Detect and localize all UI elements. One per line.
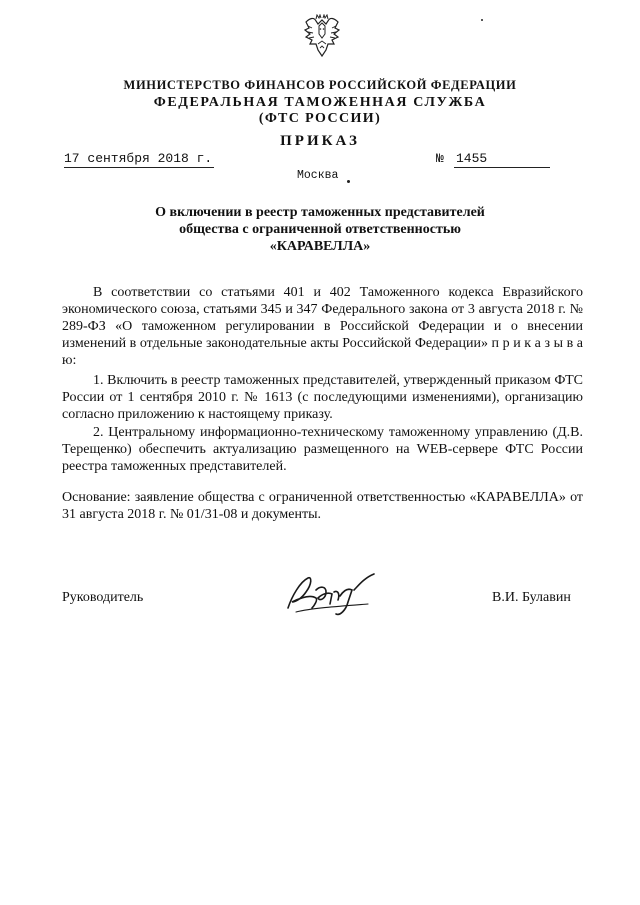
preamble-paragraph: В соответствии со статьями 401 и 402 Таможенного кодекса Евразийского экономического союза, статьями 345 и 347 Федерального закона от 3 августа 2018 г. № 289-ФЗ «О таможенном регулировании в Российской Федерации и о внесении изменений в отдельные законодательные акты Российской Федерации» п р и к а з ы в а ю: [62,285,583,368]
clause-2-paragraph: 2. Центральному информационно-техническому таможенному управлению (Д.В. Терещенко) обеспечить актуализацию размещенного на WEB-сервере ФТС России реестра таможенных представителей. [62,425,583,474]
order-title-line-3: «КАРАВЕЛЛА» [269,239,371,254]
speck [481,19,483,21]
signatory-role: Руководитель [62,590,144,605]
order-number-label: № [436,151,444,166]
service-abbreviation: (ФТС РОССИИ) [258,111,382,126]
signature-image [282,568,384,620]
eagle-emblem-icon [302,14,342,60]
document-type: ПРИКАЗ [280,133,360,149]
order-title-line-1: О включении в реестр таможенных представителей [155,205,485,220]
order-number: 1455 [454,151,550,168]
clause-1-paragraph: 1. Включить в реестр таможенных представителей, утвержденный приказом ФТС России от 1 сентября 2010 г. № 1613 (с последующими изменениями), организацию согласно приложению к настоящему приказу. [62,373,583,422]
order-date: 17 сентября 2018 г. [64,151,213,166]
order-title-line-2: общества с ограниченной ответственностью [179,222,461,237]
signatory-name: В.И. Булавин [492,590,571,605]
ink-mark [347,180,350,183]
service-header: ФЕДЕРАЛЬНАЯ ТАМОЖЕННАЯ СЛУЖБА [153,95,487,110]
ministry-header: МИНИСТЕРСТВО ФИНАНСОВ РОССИЙСКОЙ ФЕДЕРАЦИИ [123,78,517,92]
order-city: Москва [297,169,339,182]
basis-paragraph: Основание: заявление общества с ограниченной ответственностью «КАРАВЕЛЛА» от 31 августа 2018 г. № 01/31-08 и документы. [62,490,583,522]
